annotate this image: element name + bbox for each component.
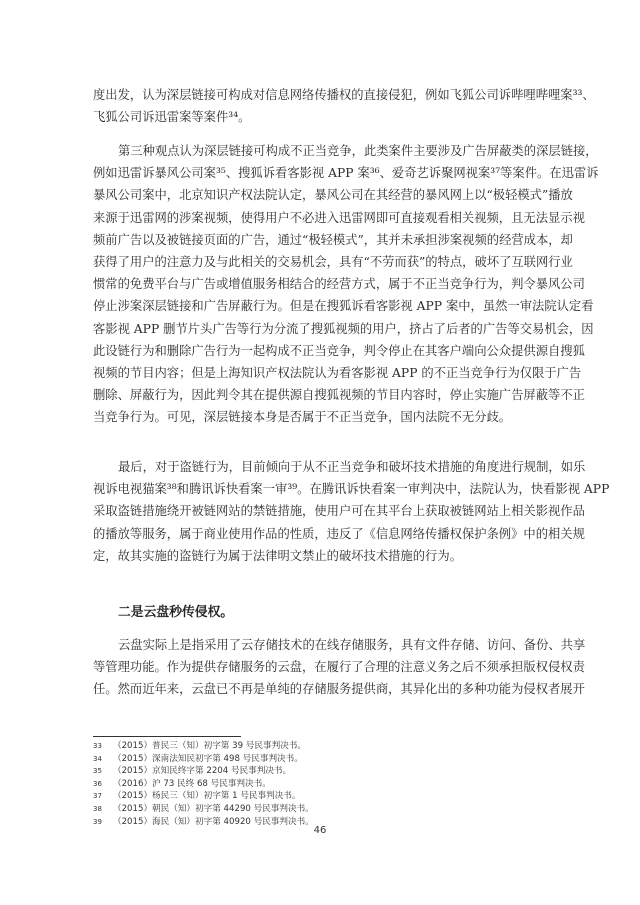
footnote-number: 34 xyxy=(93,754,102,763)
footnote-number: 38 xyxy=(93,804,102,813)
footnote-text: （2015）海民（知）初字第 40920 号民事判决书。 xyxy=(113,816,314,827)
section-heading: 二是云盘秒传侵权。 xyxy=(118,605,234,620)
text-line: 任。然而近年来，云盘已不再是单纯的存储服务提供商，其异化出的多种功能为侵权者展开 xyxy=(93,682,585,697)
text-line: 等管理功能。作为提供存储服务的云盘，在履行了合理的注意义务之后不须承担版权侵权责 xyxy=(93,660,585,675)
footnote-text: （2016）沪 73 民终 68 号民事判决书。 xyxy=(113,778,271,789)
footnote xyxy=(93,803,314,816)
footnote-number: 33 xyxy=(93,742,102,750)
text-line: 暴风公司案中，北京知识产权法院认定，暴风公司在其经营的暴风网上以“极轻模式”播放 xyxy=(93,188,573,203)
paragraph-continuation xyxy=(93,84,595,128)
text-line: 视诉电视猫案³⁸和腾讯诉快看案一审³⁹。在腾讯诉快看案一审判决中，法院认为，快看影视 APP xyxy=(93,482,610,497)
text-line: 定，故其实施的盗链行为属于法律明文禁止的破坏技术措施的行为。 xyxy=(93,548,462,563)
page-number: 46 xyxy=(313,825,327,836)
text-line: 第三种观点认为深层链接可构成不正当竞争，此类案件主要涉及广告屏蔽类的深层链接， xyxy=(118,144,598,158)
footnote xyxy=(93,790,314,803)
footnote xyxy=(93,753,314,766)
paragraph-hotlinking xyxy=(93,456,610,567)
footnote-divider xyxy=(93,736,241,737)
text-line: 删除、屏蔽行为，因此判令其在提供源自搜狐视频的节目内容时，停止实施广告屏蔽等不正 xyxy=(93,388,585,403)
footnote-number: 36 xyxy=(93,779,102,788)
footnote-text: （2015）京知民终字第 2204 号民事判决书。 xyxy=(113,766,292,777)
text-line: 频前广告以及被链接页面的广告，通过“极轻模式”，其并未承担涉案视频的经营成本，却 xyxy=(93,232,573,247)
text-line: 当竞争行为。可见，深层链接本身是否属于不正当竞争，国内法院不无分歧。 xyxy=(93,410,512,425)
text-line: 来源于迅雷网的涉案视频，使得用户不必进入迅雷网即可直接观看相关视频，且无法显示视 xyxy=(93,210,585,225)
footnote xyxy=(93,778,314,791)
footnote-number: 37 xyxy=(93,792,102,801)
footnote-text: （2015）杨民三（知）初字第 1 号民事判决书。 xyxy=(113,791,301,802)
footnote xyxy=(93,740,314,753)
text-line: 惯常的免费平台与广告或增值服务相结合的经营方式，属于不正当竞争行为，判令暴风公司 xyxy=(93,277,585,292)
text-line: 视频的节目内容；但是上海知识产权法院认为看客影视 APP 的不正当竞争行为仅限于广告 xyxy=(93,365,582,380)
paragraph-unfair-competition xyxy=(93,140,599,428)
footnote-number: 39 xyxy=(93,817,102,826)
text-line: 停止涉案深层链接和广告屏蔽行为。但是在搜狐诉看客影视 APP 案中，虽然一审法院认定看 xyxy=(93,299,594,314)
footnote-text: （2015）朝民（知）初字第 44290 号民事判决书。 xyxy=(113,803,314,814)
footnote xyxy=(93,765,314,778)
paragraph-cloud-storage xyxy=(93,634,586,701)
footnote-text: （2015）普民三（知）初字第 39 号民事判决书。 xyxy=(113,741,306,751)
footnote-number: 35 xyxy=(93,767,102,776)
text-line: 获得了用户的注意力及与此相关的交易机会，具有“不劳而获”的特点，破坏了互联网行业 xyxy=(93,254,573,269)
text-line: 采取盗链措施绕开被链网站的禁链措施，使用户可在其平台上获取被链网站上相关影视作品 xyxy=(93,504,585,519)
footnotes xyxy=(93,740,314,828)
text-line: 最后，对于盗链行为，目前倾向于从不正当竞争和破坏技术措施的角度进行规制，如乐 xyxy=(118,460,586,474)
text-line: 此设链行为和删除广告行为一起构成不正当竞争，判令停止在其客户端向公众提供源自搜狐 xyxy=(93,343,585,358)
text-line: 云盘实际上是指采用了云存储技术的在线存储服务，具有文件存储、访问、备份、共享 xyxy=(118,638,586,652)
footnote-text: （2015）深南法知民初字第 498 号民事判决书。 xyxy=(113,753,303,764)
text-line: 的播放等服务，属于商业使用作品的性质，违反了《信息网络传播权保护条例》中的相关规 xyxy=(93,526,585,541)
text-line: 客影视 APP 删节片头广告等行为分流了搜狐视频的用户，挤占了后者的广告等交易机会，因 xyxy=(93,321,594,336)
text-line: 例如迅雷诉暴风公司案³⁵、搜狐诉看客影视 APP 案³⁶、爱奇艺诉聚网视案³⁷等案件。在迅雷诉 xyxy=(93,166,599,181)
text-line: 飞狐公司诉迅雷案等案件³⁴。 xyxy=(93,110,251,125)
text-line: 度出发，认为深层链接可构成对信息网络传播权的直接侵犯，例如飞狐公司诉哔哩哔哩案³³、 xyxy=(93,88,595,102)
